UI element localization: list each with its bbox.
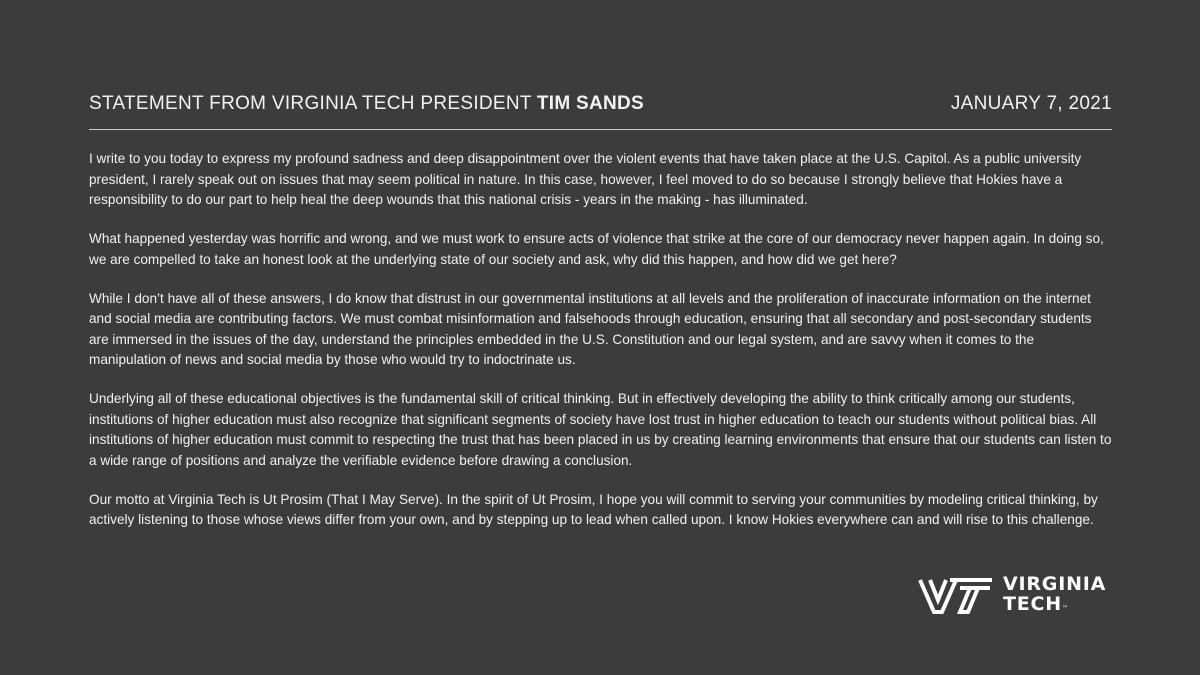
title-name: TIM SANDS: [536, 93, 645, 114]
paragraph-3: While I don’t have all of these answers, I do know that distrust in our governmental institutions at all levels and the proliferation of inaccurate information on the internet and social media are contributing factors. We must combat misinformation and falsehoods through education, ensuring that all secondary and post-secondary students are immersed in the issues of the day, understand the principles embedded in the U.S. Constitution and our legal system, and are savvy when it comes to the manipulation of news and social media by those who would try to indoctrinate us.: [89, 290, 1092, 367]
logo-line-1: VIRGINIA: [1003, 573, 1107, 595]
statement-date: JANUARY 7, 2021: [950, 93, 1112, 114]
statement-body: [89, 149, 1112, 549]
paragraph-4: Underlying all of these educational objectives is the fundamental skill of critical thinking. But in effectively developing the ability to think critically among our students, institutions of higher education must also recognize that significant segments of society have lost trust in higher education to teach our students without political bias. All institutions of higher education must commit to respecting the trust that has been placed in us by creating learning environments that ensure that our students can listen to a wide range of positions and analyze the verifiable evidence before drawing a conclusion.: [89, 391, 1112, 468]
logo-line-2: [1003, 594, 1106, 619]
paragraph-1: I write to you today to express my profound sadness and deep disappointment over the violent events that have taken place at the U.S. Capitol. As a public university president, I rarely speak out on issues that may seem political in nature. In this case, however, I feel moved to do so because I strongly believe that Hokies have a responsibility to do our part to help heal the deep wounds that this national crisis - years in the making - has illuminated.: [89, 151, 1082, 207]
logo-wordmark: [1003, 574, 1106, 619]
logo-line-2-text: TECH: [1003, 593, 1062, 615]
vt-logo-icon: [918, 576, 994, 616]
paragraph-5: Our motto at Virginia Tech is Ut Prosim (That I May Serve). In the spirit of Ut Prosim, I hope you will commit to serving your communities by modeling critical thinking, by actively listening to those whose views differ from your own, and by stepping up to lead when called upon. I know Hokies everywhere can and will rise to this challenge.: [89, 491, 1098, 527]
page-title: [89, 93, 644, 115]
virginia-tech-logo: [918, 574, 1114, 618]
title-prefix: STATEMENT FROM VIRGINIA TECH PRESIDENT: [89, 93, 532, 114]
header: [89, 93, 1112, 121]
trademark-mark: ™: [1062, 605, 1068, 612]
paragraph-2: What happened yesterday was horrific and wrong, and we must work to ensure acts of violence that strike at the core of our democracy never happen again. In doing so, we are compelled to take an honest look at the underlying state of our society and ask, why did this happen, and how did we get here?: [89, 231, 1104, 267]
header-divider: [89, 129, 1112, 130]
